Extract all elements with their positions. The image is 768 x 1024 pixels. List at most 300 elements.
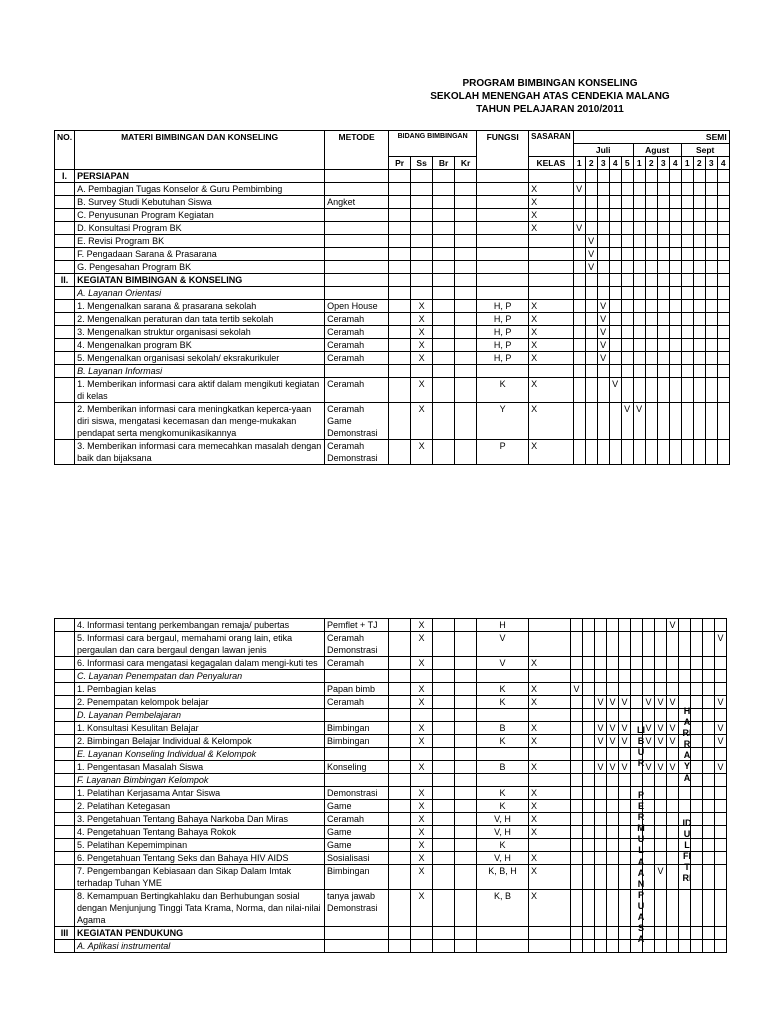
row-week-mark — [571, 632, 583, 657]
row-week-mark — [583, 696, 595, 709]
header-week: 1 — [633, 157, 645, 170]
header-month-agust: Agust — [633, 144, 681, 157]
row-metode — [325, 927, 389, 940]
row-week-mark — [693, 378, 705, 403]
row-materi: 6. Informasi cara mengatasi kegagalan dalam mengi-kuti tes — [75, 657, 325, 670]
row-bidang-kr — [455, 352, 477, 365]
row-bidang-br — [433, 813, 455, 826]
row-week-mark — [595, 940, 607, 953]
row-week-mark — [657, 339, 669, 352]
row-week-mark — [595, 670, 607, 683]
row-week-mark — [585, 183, 597, 196]
row-fungsi: K, B — [477, 890, 529, 927]
row-week-mark: V — [597, 313, 609, 326]
row-week-mark — [621, 235, 633, 248]
row-kelas: X — [529, 300, 574, 313]
row-week-mark — [667, 670, 679, 683]
row-bidang-br — [433, 927, 455, 940]
row-number — [55, 761, 75, 774]
row-week-mark — [691, 940, 703, 953]
row-week-mark — [657, 300, 669, 313]
row-week-mark — [717, 339, 729, 352]
row-week-mark — [691, 709, 703, 722]
row-bidang-kr — [455, 761, 477, 774]
row-bidang-ss — [411, 170, 433, 183]
row-week-mark — [633, 248, 645, 261]
row-week-mark — [655, 787, 667, 800]
row-metode — [325, 287, 389, 300]
row-week-mark — [717, 274, 729, 287]
row-bidang-pr — [389, 826, 411, 839]
row-fungsi: P — [477, 440, 529, 465]
table-row — [55, 940, 727, 953]
row-week-mark — [607, 683, 619, 696]
row-bidang-pr — [389, 313, 411, 326]
row-week-mark — [609, 209, 621, 222]
row-week-mark — [621, 378, 633, 403]
row-metode: Ceramah — [325, 352, 389, 365]
row-fungsi — [477, 287, 529, 300]
row-fungsi: K — [477, 735, 529, 748]
row-bidang-ss: X — [411, 865, 433, 890]
row-week-mark — [571, 865, 583, 890]
row-fungsi: K — [477, 787, 529, 800]
row-week-mark — [583, 787, 595, 800]
row-week-mark — [715, 748, 727, 761]
row-bidang-ss: X — [411, 839, 433, 852]
row-week-mark — [571, 800, 583, 813]
row-materi: 4. Informasi tentang perkembangan remaja/ pubertas — [75, 619, 325, 632]
header-semester: SEMI — [573, 131, 729, 144]
row-week-mark — [691, 813, 703, 826]
row-metode: Ceramah Demonstrasi — [325, 440, 389, 465]
row-week-mark: V — [621, 403, 633, 440]
row-week-mark — [667, 800, 679, 813]
table-row — [55, 339, 730, 352]
row-week-mark — [693, 222, 705, 235]
table-row — [55, 619, 727, 632]
row-week-mark — [703, 800, 715, 813]
row-week-mark — [609, 222, 621, 235]
row-bidang-kr — [455, 248, 477, 261]
row-kelas: X — [529, 696, 571, 709]
row-week-mark — [631, 632, 643, 657]
header-week: 4 — [717, 157, 729, 170]
header-week: 2 — [585, 157, 597, 170]
row-metode — [325, 940, 389, 953]
row-week-mark — [571, 774, 583, 787]
row-materi: PERSIAPAN — [75, 170, 325, 183]
row-week-mark — [573, 287, 585, 300]
row-week-mark: V — [715, 761, 727, 774]
row-week-mark — [645, 183, 657, 196]
row-bidang-kr — [455, 235, 477, 248]
row-week-mark — [619, 800, 631, 813]
row-week-mark — [585, 274, 597, 287]
row-week-mark — [621, 274, 633, 287]
row-week-mark — [717, 261, 729, 274]
row-week-mark — [681, 378, 693, 403]
row-number — [55, 222, 75, 235]
row-week-mark — [657, 183, 669, 196]
table-row — [55, 852, 727, 865]
row-materi: KEGIATAN BIMBINGAN & KONSELING — [75, 274, 325, 287]
row-week-mark — [595, 657, 607, 670]
table-row — [55, 813, 727, 826]
row-bidang-br — [433, 287, 455, 300]
row-bidang-ss — [411, 774, 433, 787]
row-week-mark — [645, 440, 657, 465]
row-week-mark — [597, 365, 609, 378]
row-bidang-br — [433, 683, 455, 696]
row-bidang-br — [433, 403, 455, 440]
row-week-mark — [583, 761, 595, 774]
row-week-mark — [679, 657, 691, 670]
row-week-mark — [597, 403, 609, 440]
row-week-mark — [595, 748, 607, 761]
row-week-mark — [669, 313, 681, 326]
row-week-mark — [571, 696, 583, 709]
row-number — [55, 378, 75, 403]
table-row — [55, 774, 727, 787]
row-metode: Ceramah Demonstrasi — [325, 632, 389, 657]
row-week-mark — [691, 890, 703, 927]
row-week-mark — [669, 248, 681, 261]
row-bidang-kr — [455, 313, 477, 326]
row-week-mark — [633, 274, 645, 287]
row-week-mark — [609, 352, 621, 365]
row-week-mark — [609, 170, 621, 183]
row-week-mark — [619, 787, 631, 800]
row-bidang-kr — [455, 683, 477, 696]
row-bidang-pr — [389, 709, 411, 722]
row-kelas — [529, 709, 571, 722]
row-week-mark — [679, 787, 691, 800]
row-week-mark: V — [597, 300, 609, 313]
row-bidang-kr — [455, 287, 477, 300]
row-week-mark — [691, 761, 703, 774]
row-week-mark — [679, 890, 691, 927]
row-fungsi — [477, 774, 529, 787]
row-week-mark: V — [619, 722, 631, 735]
row-week-mark — [619, 683, 631, 696]
row-week-mark — [667, 683, 679, 696]
row-week-mark — [597, 196, 609, 209]
row-fungsi: K — [477, 378, 529, 403]
row-bidang-ss — [411, 709, 433, 722]
row-week-mark — [573, 261, 585, 274]
row-week-mark — [715, 787, 727, 800]
row-number — [55, 709, 75, 722]
row-week-mark — [585, 403, 597, 440]
row-metode — [325, 709, 389, 722]
row-week-mark — [667, 839, 679, 852]
row-week-mark — [693, 440, 705, 465]
row-week-mark — [691, 696, 703, 709]
row-week-mark — [667, 813, 679, 826]
row-fungsi — [477, 670, 529, 683]
row-week-mark — [703, 657, 715, 670]
row-week-mark: V — [607, 696, 619, 709]
header-bidang: BIDANG BIMBINGAN — [389, 131, 477, 157]
row-week-mark: V — [597, 352, 609, 365]
row-week-mark — [609, 261, 621, 274]
row-week-mark — [585, 196, 597, 209]
row-week-mark — [619, 890, 631, 927]
row-week-mark — [693, 365, 705, 378]
row-week-mark — [703, 670, 715, 683]
row-week-mark — [655, 619, 667, 632]
row-week-mark — [621, 326, 633, 339]
row-week-mark — [645, 209, 657, 222]
row-week-mark — [717, 183, 729, 196]
header-no: NO. — [55, 131, 75, 170]
row-week-mark — [573, 235, 585, 248]
row-kelas: X — [529, 852, 571, 865]
row-week-mark — [619, 940, 631, 953]
row-week-mark — [655, 852, 667, 865]
row-week-mark — [715, 826, 727, 839]
row-week-mark — [619, 748, 631, 761]
row-bidang-kr — [455, 839, 477, 852]
row-week-mark — [645, 300, 657, 313]
row-week-mark — [703, 619, 715, 632]
row-week-mark — [669, 170, 681, 183]
row-week-mark — [573, 313, 585, 326]
row-materi: 5. Informasi cara bergaul, memahami orang lain, etika pergaulan dan cara bergaul dengan lawan jenis — [75, 632, 325, 657]
row-fungsi: H, P — [477, 326, 529, 339]
row-metode: Ceramah Game Demonstrasi — [325, 403, 389, 440]
row-metode: Ceramah — [325, 696, 389, 709]
row-bidang-kr — [455, 326, 477, 339]
row-materi: 3. Mengenalkan struktur organisasi sekolah — [75, 326, 325, 339]
header-metode: METODE — [325, 131, 389, 170]
row-metode: Bimbingan — [325, 735, 389, 748]
row-week-mark — [705, 183, 717, 196]
row-fungsi — [477, 235, 529, 248]
row-week-mark: V — [573, 183, 585, 196]
row-week-mark — [657, 440, 669, 465]
row-week-mark — [619, 670, 631, 683]
row-week-mark — [595, 709, 607, 722]
row-week-mark — [621, 209, 633, 222]
row-week-mark: V — [715, 632, 727, 657]
row-number — [55, 209, 75, 222]
row-bidang-kr — [455, 365, 477, 378]
row-materi: 7. Pengembangan Kebiasaan dan Sikap Dalam Imtak terhadap Tuhan YME — [75, 865, 325, 890]
row-week-mark — [607, 800, 619, 813]
row-week-mark — [703, 683, 715, 696]
row-number — [55, 696, 75, 709]
row-kelas — [529, 748, 571, 761]
row-week-mark — [633, 170, 645, 183]
row-fungsi — [477, 748, 529, 761]
row-week-mark: V — [655, 735, 667, 748]
row-week-mark: V — [633, 403, 645, 440]
row-bidang-br — [433, 735, 455, 748]
row-bidang-ss — [411, 670, 433, 683]
row-week-mark — [607, 865, 619, 890]
row-week-mark — [657, 170, 669, 183]
header-month-juli: Juli — [573, 144, 633, 157]
row-bidang-ss: X — [411, 339, 433, 352]
row-week-mark — [705, 339, 717, 352]
row-bidang-pr — [389, 722, 411, 735]
table-row — [55, 183, 730, 196]
row-number — [55, 826, 75, 839]
row-materi: C. Layanan Penempatan dan Penyaluran — [75, 670, 325, 683]
program-table-top — [54, 130, 730, 465]
row-fungsi: B — [477, 722, 529, 735]
table-row — [55, 235, 730, 248]
row-materi: F. Layanan Bimbingan Kelompok — [75, 774, 325, 787]
row-week-mark — [691, 852, 703, 865]
row-week-mark — [691, 774, 703, 787]
row-week-mark — [691, 748, 703, 761]
row-week-mark — [669, 183, 681, 196]
row-kelas: X — [529, 378, 574, 403]
school-name: SEKOLAH MENENGAH ATAS CENDEKIA MALANG — [430, 91, 670, 102]
row-week-mark — [609, 300, 621, 313]
row-week-mark — [583, 657, 595, 670]
row-number — [55, 248, 75, 261]
row-week-mark — [717, 365, 729, 378]
row-week-mark — [573, 352, 585, 365]
header-week: 1 — [573, 157, 585, 170]
row-week-mark — [705, 313, 717, 326]
row-fungsi — [477, 927, 529, 940]
row-bidang-pr — [389, 800, 411, 813]
row-week-mark — [597, 170, 609, 183]
row-week-mark — [691, 927, 703, 940]
row-week-mark — [597, 209, 609, 222]
row-week-mark — [597, 287, 609, 300]
row-fungsi — [477, 940, 529, 953]
row-kelas: X — [529, 865, 571, 890]
row-bidang-br — [433, 326, 455, 339]
row-number — [55, 619, 75, 632]
row-number — [55, 865, 75, 890]
row-week-mark — [621, 222, 633, 235]
row-week-mark — [595, 865, 607, 890]
row-bidang-kr — [455, 800, 477, 813]
row-kelas: X — [529, 800, 571, 813]
row-metode: Angket — [325, 196, 389, 209]
row-week-mark — [583, 683, 595, 696]
row-bidang-pr — [389, 300, 411, 313]
row-metode — [325, 222, 389, 235]
table-row — [55, 378, 730, 403]
row-week-mark — [633, 287, 645, 300]
row-week-mark — [681, 365, 693, 378]
row-kelas — [529, 170, 574, 183]
row-week-mark — [609, 403, 621, 440]
row-metode — [325, 748, 389, 761]
row-week-mark: V — [655, 761, 667, 774]
table-row — [55, 261, 730, 274]
row-kelas — [529, 261, 574, 274]
row-bidang-pr — [389, 787, 411, 800]
row-week-mark — [703, 632, 715, 657]
row-number — [55, 787, 75, 800]
row-metode — [325, 248, 389, 261]
row-week-mark — [703, 839, 715, 852]
row-bidang-ss: X — [411, 352, 433, 365]
note-libur: LIBUR — [637, 725, 645, 769]
row-week-mark — [681, 403, 693, 440]
row-week-mark — [657, 287, 669, 300]
row-week-mark — [693, 274, 705, 287]
row-week-mark — [643, 632, 655, 657]
row-week-mark — [667, 940, 679, 953]
note-hari-raya: HARI RAYA — [682, 706, 695, 783]
row-materi: 4. Pengetahuan Tentang Bahaya Rokok — [75, 826, 325, 839]
row-bidang-kr — [455, 440, 477, 465]
table-row — [55, 287, 730, 300]
row-week-mark: V — [607, 761, 619, 774]
row-bidang-br — [433, 248, 455, 261]
row-week-mark — [655, 813, 667, 826]
row-materi: 1. Pengentasan Masalah Siswa — [75, 761, 325, 774]
row-week-mark — [585, 170, 597, 183]
row-bidang-kr — [455, 378, 477, 403]
row-week-mark — [667, 787, 679, 800]
row-fungsi — [477, 209, 529, 222]
row-week-mark — [585, 365, 597, 378]
row-week-mark — [571, 761, 583, 774]
row-week-mark — [583, 670, 595, 683]
row-number — [55, 339, 75, 352]
row-kelas: X — [529, 209, 574, 222]
row-week-mark — [595, 774, 607, 787]
row-bidang-kr — [455, 170, 477, 183]
row-kelas: X — [529, 403, 574, 440]
row-number — [55, 300, 75, 313]
row-week-mark — [669, 339, 681, 352]
row-week-mark — [667, 774, 679, 787]
row-week-mark — [669, 235, 681, 248]
row-week-mark — [607, 670, 619, 683]
row-week-mark: V — [595, 696, 607, 709]
row-week-mark: V — [655, 865, 667, 890]
row-week-mark — [609, 274, 621, 287]
row-bidang-pr — [389, 670, 411, 683]
row-bidang-br — [433, 261, 455, 274]
row-week-mark: V — [607, 722, 619, 735]
row-week-mark — [657, 326, 669, 339]
row-week-mark — [693, 326, 705, 339]
row-fungsi — [477, 183, 529, 196]
table-row — [55, 722, 727, 735]
row-bidang-br — [433, 709, 455, 722]
row-week-mark — [633, 352, 645, 365]
row-week-mark — [607, 940, 619, 953]
row-week-mark — [691, 619, 703, 632]
row-kelas: X — [529, 735, 571, 748]
row-week-mark — [595, 839, 607, 852]
table-row — [55, 761, 727, 774]
row-bidang-br — [433, 313, 455, 326]
row-week-mark — [681, 248, 693, 261]
row-bidang-pr — [389, 339, 411, 352]
row-week-mark — [621, 248, 633, 261]
row-bidang-pr — [389, 403, 411, 440]
row-kelas: X — [529, 722, 571, 735]
row-week-mark — [597, 235, 609, 248]
row-week-mark — [595, 800, 607, 813]
row-week-mark — [715, 927, 727, 940]
row-week-mark — [585, 352, 597, 365]
